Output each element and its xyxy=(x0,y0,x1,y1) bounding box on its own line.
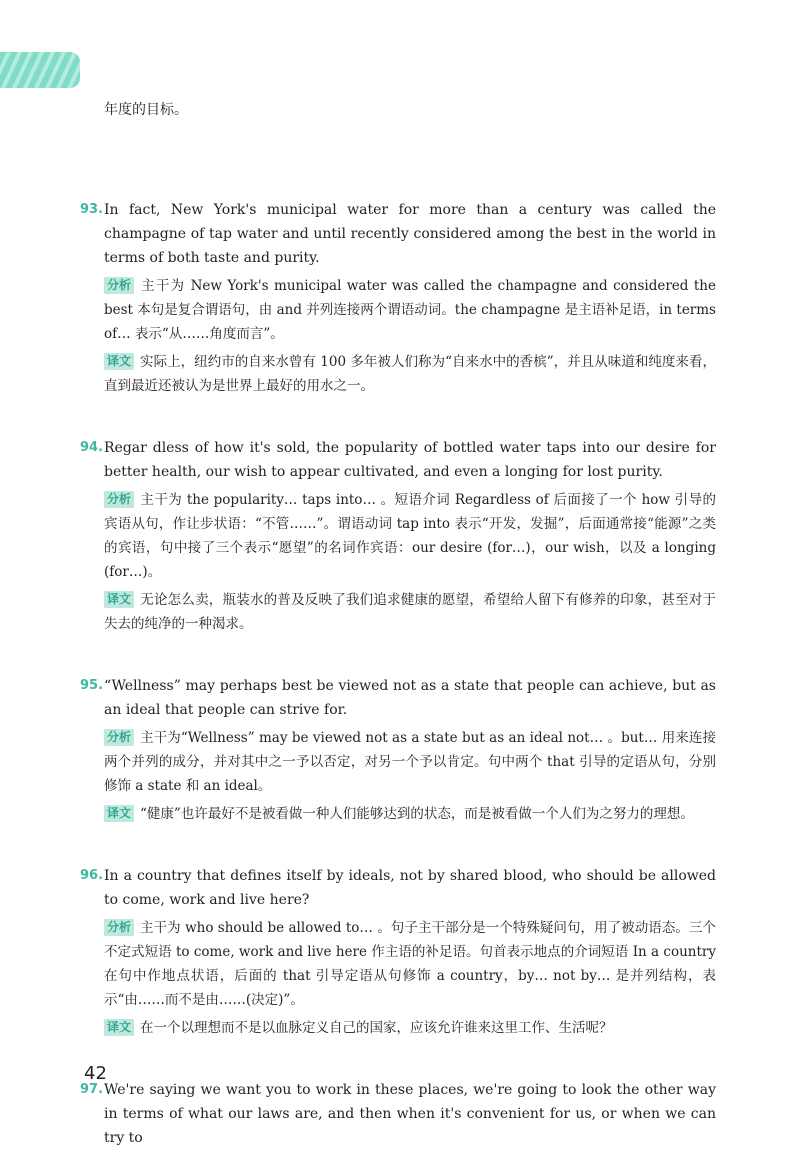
analysis-block xyxy=(104,726,716,798)
item-number: 94. xyxy=(80,440,104,455)
analysis-label: 分析 xyxy=(104,277,134,294)
translation-text: 无论怎么卖，瓶装水的普及反映了我们追求健康的愿望，希望给人留下有修养的印象，甚至对于失去的纯净的一种渴求。 xyxy=(104,592,716,632)
translation-text: 在一个以理想而不是以血脉定义自己的国家，应该允许谁来这里工作、生活呢？ xyxy=(140,1020,613,1036)
analysis-block xyxy=(104,488,716,584)
translation-text: “健康”也许最好不是被看做一种人们能够达到的状态，而是被看做一个人们为之努力的理想。 xyxy=(140,806,694,822)
analysis-block xyxy=(104,916,716,1012)
translation-block xyxy=(104,1016,716,1040)
page-number: 42 xyxy=(84,1063,107,1084)
page-content xyxy=(80,98,716,1150)
translation-label: 译文 xyxy=(104,1019,134,1036)
sentence-item-95 xyxy=(80,674,716,826)
analysis-text: 主干为“Wellness” may be viewed not as a state but as an ideal not… 。but… 用来连接两个并列的成分，并对其中之一予以否定，对另一个予以肯定。句中两个 that 引导的定语从句，分别修饰 a state 和 an ideal。 xyxy=(104,730,716,794)
english-sentence: Regar dless of how it's sold, the popularity of bottled water taps into our desire for better health, our wish to appear cultivated, and even a longing for lost purity. xyxy=(104,440,716,480)
item-number: 95. xyxy=(80,678,104,693)
translation-block xyxy=(104,588,716,636)
analysis-text: 主干为 who should be allowed to… 。句子主干部分是一个特殊疑问句，用了被动语态。三个不定式短语 to come, work and live here 作主语的补足语。句首表示地点的介词短语 In a country 在句中作地点状语，后面的 that 引导定语从句修饰 a country，by… not by… 是并列结构，表示“由……而不是由……(决定)”。 xyxy=(104,920,716,1008)
item-number: 93. xyxy=(80,202,104,217)
continuation-text: 年度的目标。 xyxy=(104,102,188,118)
translation-text: 实际上，纽约市的自来水曾有 100 多年被人们称为“自来水中的香槟”，并且从味道和纯度来看，直到最近还被认为是世界上最好的用水之一。 xyxy=(104,354,716,394)
sentence-item-96 xyxy=(80,864,716,1040)
analysis-label: 分析 xyxy=(104,729,134,746)
analysis-label: 分析 xyxy=(104,919,134,936)
english-sentence: “Wellness” may perhaps best be viewed not as a state that people can achieve, but as an ideal that people can strive for. xyxy=(104,678,716,718)
translation-label: 译文 xyxy=(104,805,134,822)
english-sentence: In fact, New York's municipal water for more than a century was called the champagne of tap water and until recently considered among the best in the world in terms of both taste and purity. xyxy=(104,202,716,266)
english-sentence: We're saying we want you to work in these places, we're going to look the other way in terms of what our laws are, and then when it's convenient for us, or when we can try to xyxy=(104,1082,716,1146)
translation-label: 译文 xyxy=(104,353,134,370)
sentence-item-97 xyxy=(80,1078,716,1150)
chapter-tab-decoration xyxy=(0,52,80,88)
english-sentence: In a country that defines itself by ideals, not by shared blood, who should be allowed to come, work and live here? xyxy=(104,868,716,908)
item-number: 97. xyxy=(80,1082,104,1097)
translation-block xyxy=(104,802,716,826)
sentence-item-93 xyxy=(80,198,716,398)
translation-block xyxy=(104,350,716,398)
item-number: 96. xyxy=(80,868,104,883)
analysis-block xyxy=(104,274,716,346)
analysis-label: 分析 xyxy=(104,491,134,508)
analysis-text: 主干为 New York's municipal water was called the champagne and considered the best 本句是复合谓语句，由 and 并列连接两个谓语动词。the champagne 是主语补足语，in terms of… 表示“从……角度而言”。 xyxy=(104,278,716,342)
analysis-text: 主干为 the popularity… taps into… 。短语介词 Regardless of 后面接了一个 how 引导的宾语从句，作让步状语：“不管……”。谓语动词 tap into 表示“开发，发掘”，后面通常接“能源”之类的宾语，句中接了三个表示“愿望”的名词作宾语：our desire (for…)，our wish，以及 a longing (for…)。 xyxy=(104,492,716,580)
translation-label: 译文 xyxy=(104,591,134,608)
sentence-item-94 xyxy=(80,436,716,636)
